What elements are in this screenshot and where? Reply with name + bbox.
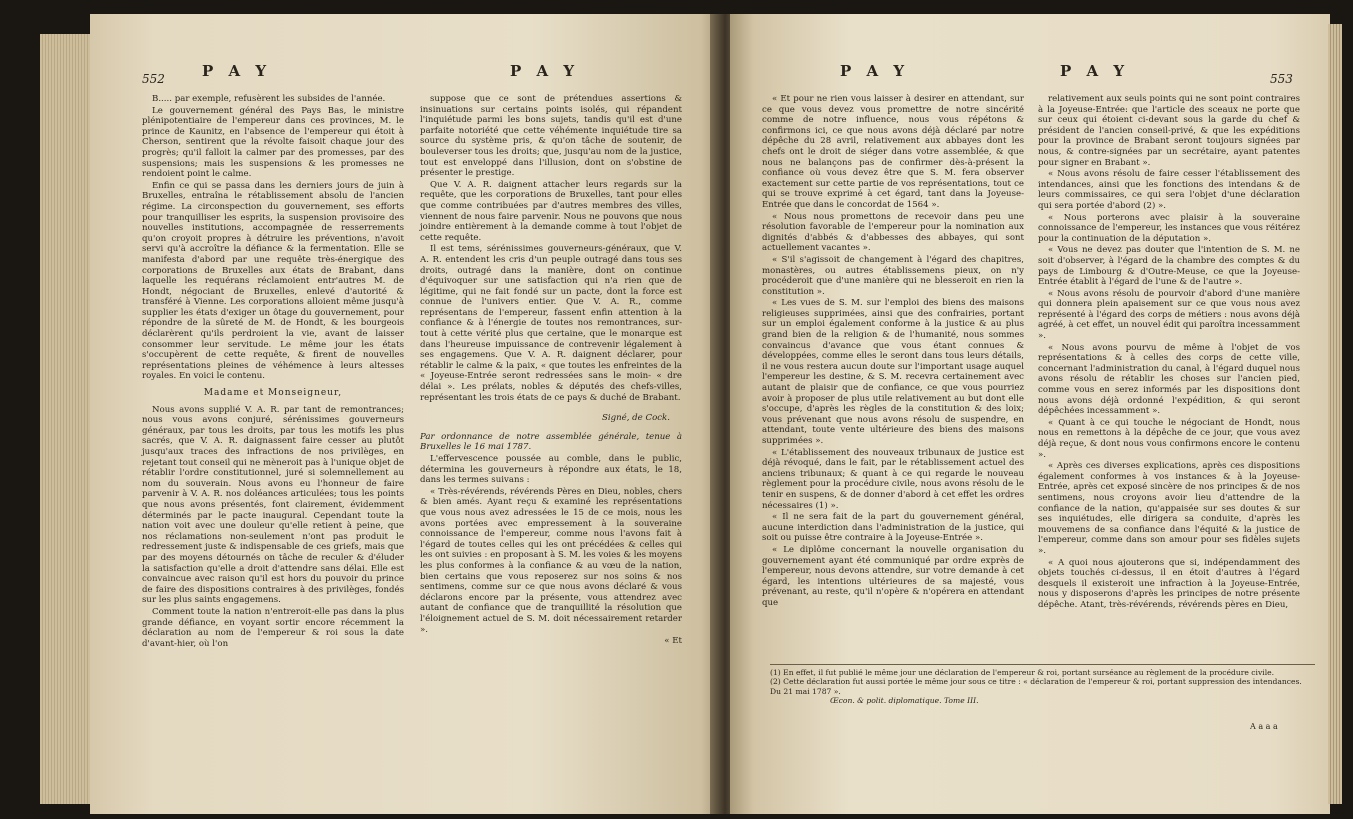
right-running-head-2: P A Y [1060, 62, 1130, 80]
paragraph: « Nous porterons avec plaisir à la souveraine connoissance de l'empereur, les instances que vous réitérez pour la continuation de la députation ». [1038, 212, 1300, 244]
left-page-number: 552 [142, 72, 165, 86]
footnote: (2) Cette déclaration fut aussi portée le même jour sous ce titre : « déclaration de l'empereur & roi, portant suppression des intendances. Du 21 mai 1787 ». [770, 677, 1302, 696]
paragraph: « Quant à ce qui touche le négociant de Hondt, nous nous en remettons à la dépêche de ce jour, que vous avez déjà reçue, & dont nous vous confirmons encore le contenu ». [1038, 417, 1300, 460]
paragraph: « Nous nous promettons de recevoir dans peu une résolution favorable de l'empereur pour la nomination aux dignités d'abbés & d'abbesses des abbayes, qui sont actuellement vacantes ». [762, 211, 1024, 254]
paragraph: Comment toute la nation n'entreroit-elle pas dans la plus grande défiance, en voyant sortir encore récemment la déclaration au nom de l'empereur & roi sous la date d'avant-hier, où l'on [142, 606, 404, 649]
signature-mark: A a a a [1250, 722, 1278, 731]
ordinance-note: Par ordonnance de notre assemblée générale, tenue à Bruxelles le 16 mai 1787. [420, 431, 682, 453]
paragraph: B..... par exemple, refusèrent les subsides de l'année. [152, 94, 386, 104]
paragraph: Que V. A. R. daignent attacher leurs regards sur la requête, que les corporations de Bruxelles, tant pour elles que comme contribuées par d'autres membres des villes, viennent de nous faire parvenir. Nous ne pouvons que nous joindre entièrement à la demande comme à tout l'objet de cette requête. [420, 179, 682, 243]
paragraph: L'effervescence poussée au comble, dans le public, détermina les gouverneurs à répondre aux états, le 18, dans les termes suivans : [420, 454, 682, 486]
catchword: « Et [664, 636, 682, 647]
paragraph: « Très-révérends, révérends Pères en Dieu, nobles, chers & bien amés. Ayant reçu & examiné les représentations que vous nous avez adressées le 15 de ce mois, nous les avons portées avec empressement à la souveraine connoissance de l'empereur, comme nous l'avons fait à l'égard de toutes celles qui les ont précédées & celles qui les ont suivies : en proposant à S. M. les voies & les moyens les plus conformes à la confiance & au vœu de la nation, bien certains que vous reposerez sur nos soins & nos sentimens, comme sur ce que nous avons déclaré & vous déclarons encore par la présente, vous attendrez avec autant de confiance que de tranquillité la résolution que l'éloignement actuel de S. M. doit nécessairement retarder ». [420, 486, 682, 635]
paragraph: Il est tems, sérénissimes gouverneurs-généraux, que V. A. R. entendent les cris d'un peuple outragé dans tous ses droits, outragé dans la manière, dont on continue d'équivoquer sur une satisfaction qui n'a rien que de légitime, qui ne fait fondé sur un pacte, dont la force est connue de l'univers entier. Que V. A. R., comme représentans de l'empereur, fassent enfin attention à la confiance & à l'énergie de toutes nos remontrances, sur-tout à cette vérité plus que certaine, que le monarque est dans l'heureuse impuissance de contrevenir légalement à ses engagemens. Que V. A. R. daignent déclarer, pour rétablir le calme & la paix, « que toutes les enfreintes de la « Joyeuse-Entrée seront redressées sans le moin- « dre délai ». Les prélats, nobles & députés des chefs-villes, représentant les trois états de ce pays & duché de Brabant. [420, 244, 682, 403]
paragraph: « Vous ne devez pas douter que l'intention de S. M. ne soit d'observer, à l'égard de la chambre des comptes & du pays de Limbourg & d'Outre-Meuse, ce que la Joyeuse-Entrée établit à l'égard de l'une & de l'autre ». [1038, 245, 1300, 288]
paragraph: « Nous avons pourvu de même à l'objet de vos représentations & à celles des corps de cette ville, concernant l'administration du canal, à l'égard duquel nous avons résolu de rétablir les choses sur l'ancien pied, comme vous en serez informés par les dispositions dont nous avons déjà ordonné l'expédition, & qui seront dépêchées incessamment ». [1038, 342, 1300, 417]
paragraph: « Nous avons résolu de pourvoir d'abord d'une manière qui donnera plein apaisement sur ce que vous nous avez représenté à l'égard des corps de métiers : nous avons déjà agréé, à cet effet, un nouvel édit qui paroîtra incessamment ». [1038, 288, 1300, 342]
page-edges-left [40, 34, 92, 804]
signature: Signé, de Cock. [601, 413, 670, 424]
page-edges-right [1328, 24, 1342, 804]
left-running-head-2: P A Y [510, 62, 580, 80]
right-column-1 [762, 94, 1024, 654]
right-column-2 [1038, 94, 1300, 654]
paragraph: Le gouvernement général des Pays Bas, le ministre plénipotentiaire de l'empereur dans ces provinces, M. le prince de Kaunitz, en l'absence de l'empereur qui étoit à Cherson, sentirent que la révolte faisoit chaque jour des progrès; qu'il falloit la calmer par des promesses, par des suspensions; mais les suspensions & les promesses ne rendoient point le calme. [142, 105, 404, 180]
paragraph: « S'il s'agissoit de changement à l'égard des chapitres, monastères, ou autres établissemens pieux, on n'y procéderoit que d'une manière qui ne blesseroit en rien la constitution ». [762, 254, 1024, 297]
letter-salutation: Madame et Monseigneur, [203, 388, 343, 399]
paragraph: suppose que ce sont de prétendues assertions & insinuations sur certains points isolés, qui répandent l'inquiétude parmi les bons sujets, tandis qu'il est d'une parfaite notoriété que cette véhémente inquiétude tire sa source du système pris, & qu'on tâche de soutenir, de bouleverser tous les droits; que, jusqu'au nom de la justice, tout est enveloppé dans l'illusion, dont on s'obstine de présenter le prestige. [420, 94, 682, 179]
footer-title: Œcon. & polit. diplomatique. Tome III. [830, 696, 979, 706]
paragraph: Nous avons supplié V. A. R. par tant de remontrances; nous vous avons conjuré, sérénissimes gouverneurs généraux, par tous les droits, par tous les motifs les plus sacrés, que V. A. R. daignassent faire cesser au plutôt jusqu'aux traces des infractions de nos privilèges, en rejetant tout conseil qui ne mèneroit pas à l'unique objet de rétablir l'ordre constitutionnel, juré si solemnellement au nom du souverain. Nous avons eu l'honneur de faire parvenir à V. A. R. nos doléances articulées; tous les points que nous avons présentés, font clairement, évidemment déterminés par le pacte inaugural. Cependant toute la nation voit avec une douleur qu'elle retient à peine, que nos réclamations non-seulement n'ont pas produit le redressement juste & indispensable de ces griefs, mais que par des moyens détournés on tâche de reculer & d'éluder la satisfaction qu'elle a droit d'attendre sans délai. Elle est convaincue avec raison qu'il est hors du pouvoir du prince de faire des dispositions contraires à des privilèges, fondés sur les plus saints engagemens. [142, 404, 404, 606]
right-running-head-1: P A Y [840, 62, 910, 80]
left-page [90, 14, 720, 814]
paragraph: « Le diplôme concernant la nouvelle organisation du gouvernement ayant été communiqué par ordre exprès de l'empereur, nous devons attendre, sur votre demande à cet égard, les intentions ultérieures de sa majesté, vous prévenant, au reste, qu'il n'opère & n'opérera en attendant que [762, 544, 1024, 608]
right-page [730, 14, 1330, 814]
paragraph: « Il ne sera fait de la part du gouvernement général, aucune interdiction dans l'administration de la justice, qui soit ou puisse être contraire à la Joyeuse-Entrée ». [762, 512, 1024, 544]
right-page-number: 553 [1270, 72, 1293, 86]
paragraph: « A quoi nous ajouterons que si, indépendamment des objets touchés ci-dessus, il en étoit d'autres à l'égard desquels il existeroit une infraction à la Joyeuse-Entrée, nous y disposerons d'après les principes de notre présente dépêche. Atant, très-révérends, révérends pères en Dieu, [1038, 557, 1300, 610]
paragraph: « Les vues de S. M. sur l'emploi des biens des maisons religieuses supprimées, ainsi que des confrairies, portant sur un emploi également conforme à la justice & au plus grand bien de la religion & de l'humanité, nous sommes convaincus d'avance que vous étant connues & développées, comme elles le seront dans tous leurs détails, il ne vous restera aucun doute sur l'important usage auquel l'empereur les destine, & S. M. recevra certainement avec autant de plaisir que de confiance, ce que vous pourriez avoir à proposer de plus utile relativement au but dont elle s'occupe, d'après les règles de la constitution & des loix; vous prévenant que nous avons résolu de suspendre, en attendant, toute vente ultérieure des biens des maisons supprimées ». [762, 298, 1024, 446]
paragraph: « Après ces diverses explications, après ces dispositions également conformes à vos instances & à la Joyeuse-Entrée, après cet exposé sincère de nos principes & de nos sentimens, nous croyons avoir lieu d'attendre de la confiance de la nation, qu'appaisée sur ses doutes & sur ses inquiétudes, elle dirigera sa conduite, d'après les mouvemens de sa confiance dans l'équité & la justice de l'empereur, comme dans son amour pour ses fidèles sujets ». [1038, 461, 1300, 556]
left-column-1 [142, 94, 404, 650]
left-column-2 [420, 94, 682, 648]
left-running-head-1: P A Y [202, 62, 272, 80]
paragraph: « Nous avons résolu de faire cesser l'établissement des intendances, ainsi que les fonctions des intendans & de leurs commissaires, ce qui sera l'objet d'une déclaration qui sera portée d'abord (2) ». [1038, 169, 1300, 211]
footnote: (1) En effet, il fut publié le même jour une déclaration de l'empereur & roi, portant surséance au règlement de la procédure civile. [770, 668, 1275, 677]
paragraph: Enfin ce qui se passa dans les derniers jours de juin à Bruxelles, entraîna le rétablissement absolu de l'ancien régime. La circonspection du gouvernement, ses efforts pour tranquilliser les esprits, la suspension provisoire des nouvelles institutions, accompagnée de resserrements qu'on croyoit propres à détruire les préventions, n'avoit servi qu'à accroître la défiance & la fermentation. Elle se manifesta d'abord par une requête très-énergique des corporations de Bruxelles aux états de Brabant, dans laquelle les requérans réclamoient entr'autres M. de Hondt, négociant de Bruxelles, enlevé d'autorité & transféré à Vienne. Les corporations alloient même jusqu'à supplier les états d'exiger un ôtage du gouvernement, pour répondre de la sûreté de M. de Hondt, & les bourgeois déclarèrent qu'ils perdroient la vie, avant de laisser consommer leur servitude. Le même jour les états s'occupèrent de cette requête, & firent de nouvelles représentations pleines de véhémence à leurs altesses royales. En voici le contenu. [142, 180, 404, 382]
book-spread [40, 14, 1340, 814]
paragraph: « Et pour ne rien vous laisser à desirer en attendant, sur ce que vous devez vous promettre de notre sincérité comme de notre influence, nous vous répétons & confirmons ici, ce que nous avons déjà déclaré par notre dépêche du 28 avril, relativement aux abbayes dont les chefs ont le droit de siéger dans votre assemblée, & que nous ne balançons pas de confirmer dès-à-présent la confiance où vous devez être que S. M. fera observer exactement sur cette partie de vos représentations, tout ce qui se trouve exprimé à cet égard, tant dans la Joyeuse-Entrée que dans le concordat de 1564 ». [762, 94, 1024, 210]
footnotes [770, 664, 1315, 706]
paragraph: relativement aux seuls points qui ne sont point contraires à la Joyeuse-Entrée: que l'article des sceaux ne porte que sur ceux qui étoient ci-devant sous la garde du chef & président de l'ancien conseil-privé, & que les expéditions pour la province de Brabant seront toujours signées par nous, & contre-signées par un secrétaire, ayant patentes pour signer en Brabant ». [1038, 94, 1300, 168]
paragraph: « L'établissement des nouveaux tribunaux de justice est déjà révoqué, dans le fait, par le rétablissement actuel des anciens tribunaux; & quant à ce qui regarde le nouveau règlement pour la procédure civile, nous avons résolu de le tenir en suspens, & de donner d'abord à cet effet les ordres nécessaires (1) ». [762, 447, 1024, 511]
